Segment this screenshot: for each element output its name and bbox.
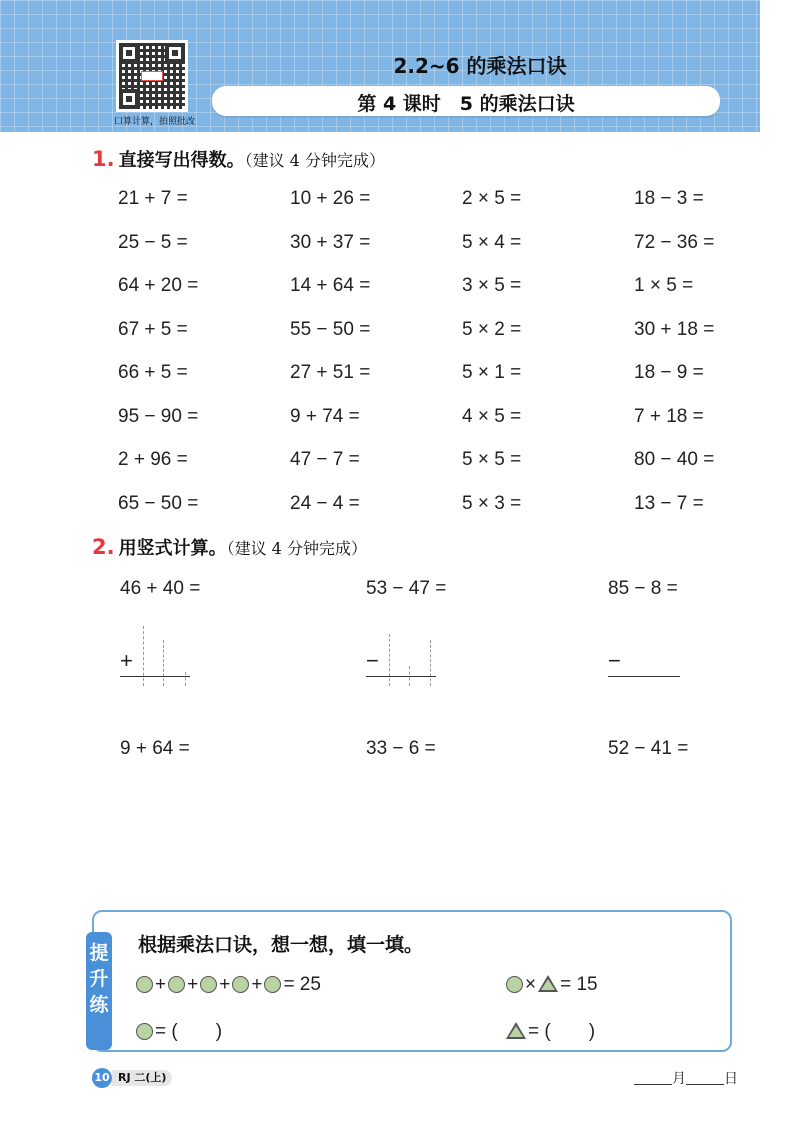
oral-problem: 27 + 51 = [290,362,371,383]
circle-icon [200,976,217,993]
oral-problem: 95 − 90 = [118,406,199,427]
oral-problem: 21 + 7 = [118,188,188,209]
unit-title: 2.2~6 的乘法口诀 [393,54,567,78]
oral-problem: 64 + 20 = [118,275,199,296]
circle-icon [232,976,249,993]
plus-text: + [219,974,231,995]
oral-problem: 30 + 18 = [634,319,715,340]
section-2-heading [92,534,367,560]
oral-problem: 9 + 74 = [290,406,360,427]
oral-problem: 18 − 3 = [634,188,704,209]
oral-problem: 5 × 1 = [462,362,522,383]
tab-char: 升 [89,968,109,990]
lesson-bar [212,86,720,116]
oral-problem: 5 × 5 = [462,449,522,470]
plus-text: + [155,974,167,995]
oral-problem: 3 × 5 = [462,275,522,296]
date-field [634,1068,738,1088]
circle-sum-equation [136,974,323,996]
plus-text: + [251,974,263,995]
oral-problem: 2 + 96 = [118,449,188,470]
oral-problem: 47 − 7 = [290,449,360,470]
oral-problem: 1 × 5 = [634,275,694,296]
edition-tag: RJ 二(上) [112,1070,172,1086]
times-text: × [525,974,537,995]
circle-icon [168,976,185,993]
oral-problem: 30 + 37 = [290,232,371,253]
digit-guide [389,634,390,686]
minus-sign: − [608,648,621,673]
oral-problem: 4 × 5 = [462,406,522,427]
day-blank[interactable] [686,1071,724,1085]
digit-guide [185,672,186,686]
qr-caption: 口算计算，拍照批改 [114,117,196,127]
oral-problem: 5 × 4 = [462,232,522,253]
oral-problem: 13 − 7 = [634,493,704,514]
month-blank[interactable] [634,1071,672,1085]
improvement-tab [86,932,112,1050]
result-text: = 15 [560,974,598,995]
difference-line [366,676,436,677]
oral-problem: 72 − 36 = [634,232,715,253]
improvement-title: 根据乘法口诀，想一想，填一填。 [138,934,424,956]
circle-icon [136,1023,153,1040]
vertical-problem: 33 − 6 = [366,738,436,759]
oral-problem: 18 − 9 = [634,362,704,383]
oral-problem: 65 − 50 = [118,493,199,514]
oral-problem: 5 × 2 = [462,319,522,340]
difference-line [608,676,680,677]
oral-problem: 55 − 50 = [290,319,371,340]
result-text: = 25 [283,974,321,995]
section-1-heading [92,146,385,172]
section-note: （建议 4 分钟完成） [244,151,385,170]
vertical-problem: 9 + 64 = [120,738,190,759]
tab-char: 提 [89,942,109,964]
oral-problem: 66 + 5 = [118,362,188,383]
section-number: 2. [92,535,115,559]
oral-problem: 80 − 40 = [634,449,715,470]
qr-code-icon[interactable] [116,40,188,112]
section-title: 直接写出得数。 [118,150,245,171]
oral-problem: 24 − 4 = [290,493,360,514]
digit-guide [430,640,431,686]
oral-problem: 2 × 5 = [462,188,522,209]
header-band [0,0,760,132]
triangle-icon [538,975,558,992]
answer-blank[interactable]: = ( ) [528,1021,596,1042]
digit-guide [163,640,164,686]
minus-sign: − [366,648,379,673]
oral-problem: 5 × 3 = [462,493,522,514]
oral-problem: 25 − 5 = [118,232,188,253]
plus-sign: + [120,648,133,673]
triangle-answer [506,1016,597,1043]
oral-problem: 7 + 18 = [634,406,704,427]
vertical-problem: 46 + 40 = [120,578,201,599]
circle-icon [136,976,153,993]
circle-times-triangle-equation [506,974,600,996]
sum-line [120,676,190,677]
vertical-problem: 52 − 41 = [608,738,689,759]
day-label: 日 [724,1071,738,1087]
circle-icon [506,976,523,993]
circle-icon [264,976,281,993]
section-number: 1. [92,147,115,171]
digit-guide [143,626,144,686]
page-number: 10 [92,1068,112,1088]
oral-problem: 10 + 26 = [290,188,371,209]
vertical-problem: 53 − 47 = [366,578,447,599]
month-label: 月 [672,1071,686,1087]
triangle-icon [506,1022,526,1039]
answer-blank[interactable]: = ( ) [155,1021,223,1042]
plus-text: + [187,974,199,995]
lesson-title: 第 4 课时 5 的乘法口诀 [357,93,575,115]
oral-problem: 14 + 64 = [290,275,371,296]
section-note: （建议 4 分钟完成） [226,539,367,558]
oral-problem: 67 + 5 = [118,319,188,340]
section-title: 用竖式计算。 [118,538,227,559]
circle-answer [136,1016,224,1043]
tab-char: 练 [89,994,109,1016]
vertical-problem: 85 − 8 = [608,578,678,599]
